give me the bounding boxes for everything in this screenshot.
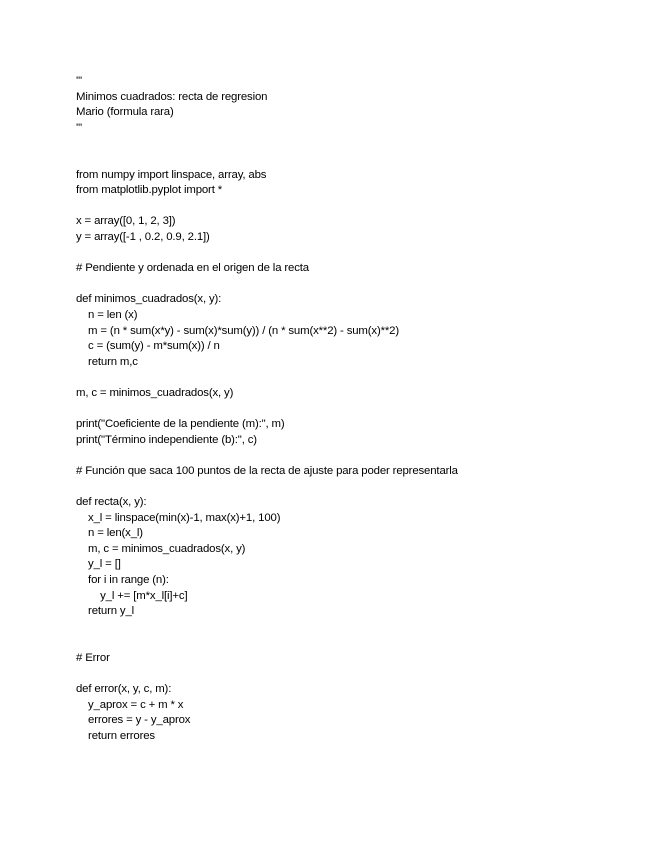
code-line: x = array([0, 1, 2, 3]) [76,215,176,228]
code-line: def error(x, y, c, m): [76,683,172,696]
code-line: y = array([-1 , 0.2, 0.9, 2.1]) [76,230,210,243]
code-line: return y_l [76,605,135,618]
code-line: errores = y - y_aprox [76,714,191,727]
code-line: def recta(x, y): [76,496,147,509]
code-line: # Pendiente y ordenada en el origen de la recta [76,262,309,275]
code-line: return m,c [76,355,138,368]
code-line [76,277,636,293]
code-line: print("Coeficiente de la pendiente (m):", m) [76,418,285,431]
code-line: y_l = [] [76,558,121,571]
code-line [76,635,636,651]
code-line: n = len (x) [76,308,138,321]
code-line: # Error [76,651,110,664]
code-line: y_aprox = c + m * x [76,698,184,711]
code-line [76,370,636,386]
code-line [76,448,636,464]
code-line [76,620,636,636]
code-line: m, c = minimos_cuadrados(x, y) [76,386,234,399]
code-line: m = (n * sum(x*y) - sum(x)*sum(y)) / (n * sum(x**2) - sum(x)**2) [76,324,399,337]
code-line: Minimos cuadrados: recta de regresion [76,90,268,103]
code-line: from numpy import linspace, array, abs [76,168,267,181]
code-line [76,136,636,152]
code-line [76,667,636,683]
code-line: m, c = minimos_cuadrados(x, y) [76,542,246,555]
code-line: print("Término independiente (b):", c) [76,433,257,446]
code-line: ''' [76,121,83,134]
code-line: y_l += [m*x_l[i]+c] [76,589,188,602]
code-line: ''' [76,75,83,87]
code-line [76,479,636,495]
code-line: n = len(x_l) [76,527,143,540]
code-line: x_l = linspace(min(x)-1, max(x)+1, 100) [76,511,281,524]
code-line: def minimos_cuadrados(x, y): [76,293,222,306]
code-line: c = (sum(y) - m*sum(x)) / n [76,340,220,353]
code-line: for i in range (n): [76,574,169,586]
code-line [76,152,636,168]
code-line [76,199,636,215]
code-line: from matplotlib.pyplot import * [76,184,223,197]
code-line [76,401,636,417]
code-line: # Función que saca 100 puntos de la recta de ajuste para poder representarla [76,464,458,477]
code-line: Mario (formula rara) [76,106,174,119]
code-line: return errores [76,729,155,742]
code-line [76,246,636,262]
code-listing [76,74,636,745]
